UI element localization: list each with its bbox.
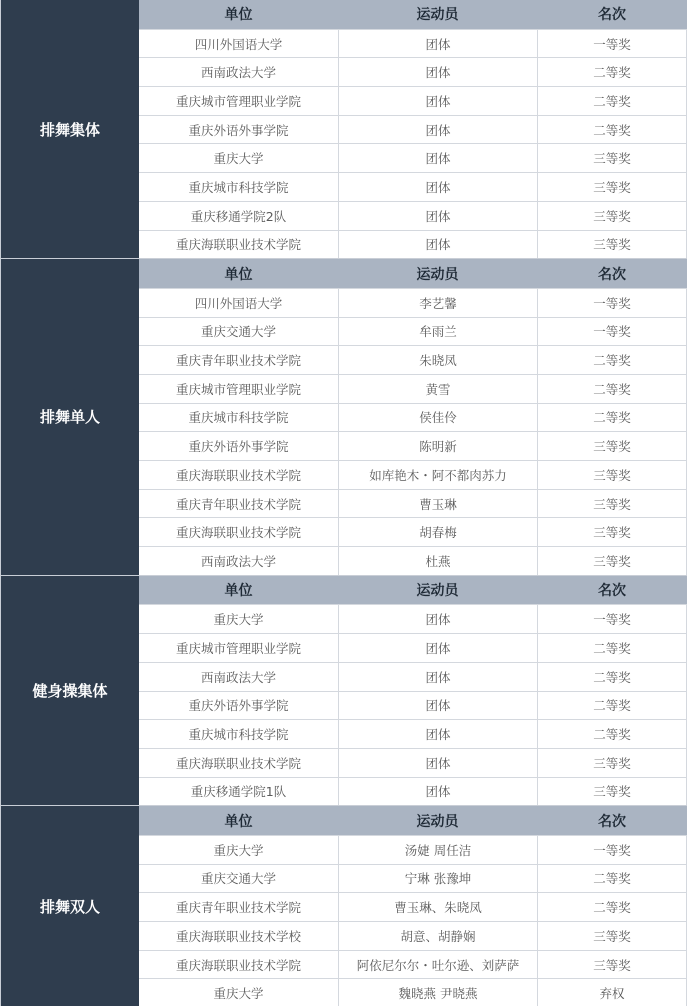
athlete-cell: 团体 [338, 202, 537, 230]
table-row [139, 143, 687, 172]
unit-cell: 重庆大学 [213, 151, 264, 167]
results-table [139, 0, 687, 258]
table-row [139, 604, 687, 633]
athlete-cell: 宁琳 张豫坤 [338, 865, 537, 893]
rank-cell: 三等奖 [537, 461, 687, 489]
unit-cell: 重庆外语外事学院 [188, 698, 289, 714]
unit-cell: 重庆城市管理职业学院 [175, 640, 301, 656]
unit-cell: 重庆城市科技学院 [188, 179, 289, 195]
table-row [139, 892, 687, 921]
athlete-cell: 团体 [338, 231, 537, 259]
table-row [139, 748, 687, 777]
category-section [1, 259, 687, 576]
table-header-row [139, 259, 687, 288]
unit-cell: 重庆大学 [213, 986, 264, 1002]
table-row [139, 29, 687, 58]
unit-cell: 西南政法大学 [200, 65, 276, 81]
rank-cell: 二等奖 [537, 116, 687, 144]
table-row [139, 172, 687, 201]
rank-cell: 三等奖 [537, 922, 687, 950]
athlete-cell: 团体 [338, 663, 537, 691]
table-row [139, 431, 687, 460]
table-row [139, 489, 687, 518]
rank-cell: 二等奖 [537, 375, 687, 403]
rank-cell: 三等奖 [537, 951, 687, 979]
athlete-cell: 朱晓凤 [338, 346, 537, 374]
rank-cell: 二等奖 [537, 634, 687, 662]
column-header-athlete: 运动员 [416, 266, 459, 283]
rank-cell: 三等奖 [537, 547, 687, 575]
rank-cell: 一等奖 [537, 836, 687, 864]
unit-cell: 重庆海联职业技术学校 [175, 928, 301, 944]
table-row [139, 57, 687, 86]
table-row [139, 777, 687, 806]
results-table [139, 806, 687, 1006]
rank-cell: 二等奖 [537, 663, 687, 691]
athlete-cell: 牟雨兰 [338, 318, 537, 346]
athlete-cell: 侯佳伶 [338, 404, 537, 432]
athlete-cell: 团体 [338, 30, 537, 58]
unit-cell: 重庆移通学院2队 [190, 208, 287, 224]
category-section [1, 806, 687, 1006]
unit-cell: 重庆外语外事学院 [188, 439, 289, 455]
rank-cell: 三等奖 [537, 231, 687, 259]
rank-cell: 三等奖 [537, 749, 687, 777]
athlete-cell: 团体 [338, 634, 537, 662]
category-label: 排舞双人 [1, 806, 139, 1006]
table-row [139, 230, 687, 259]
athlete-cell: 团体 [338, 692, 537, 720]
athlete-cell: 李艺馨 [338, 289, 537, 317]
unit-cell: 西南政法大学 [200, 669, 276, 685]
rank-cell: 二等奖 [537, 893, 687, 921]
table-row [139, 719, 687, 748]
table-row [139, 546, 687, 575]
table-header-row [139, 576, 687, 605]
athlete-cell: 团体 [338, 173, 537, 201]
rank-cell: 三等奖 [537, 173, 687, 201]
athlete-cell: 曹玉琳、朱晓凤 [338, 893, 537, 921]
rank-cell: 弃权 [537, 979, 687, 1006]
athlete-cell: 黄雪 [338, 375, 537, 403]
category-section [1, 576, 687, 807]
rank-cell: 三等奖 [537, 490, 687, 518]
table-row [139, 691, 687, 720]
results-table [139, 259, 687, 575]
athlete-cell: 杜燕 [338, 547, 537, 575]
unit-cell: 重庆移通学院1队 [190, 784, 287, 800]
column-header-athlete: 运动员 [416, 7, 459, 24]
category-label: 健身操集体 [1, 576, 139, 806]
rank-cell: 二等奖 [537, 720, 687, 748]
rank-cell: 一等奖 [537, 318, 687, 346]
column-header-rank: 名次 [598, 266, 626, 283]
column-header-rank: 名次 [598, 813, 626, 830]
athlete-cell: 陈明新 [338, 432, 537, 460]
table-row [139, 201, 687, 230]
table-row [139, 374, 687, 403]
unit-cell: 重庆城市管理职业学院 [175, 93, 301, 109]
table-row [139, 460, 687, 489]
unit-cell: 重庆海联职业技术学院 [175, 237, 301, 253]
unit-cell: 西南政法大学 [200, 553, 276, 569]
athlete-cell: 团体 [338, 749, 537, 777]
column-header-unit: 单位 [224, 813, 253, 830]
table-row [139, 835, 687, 864]
rank-cell: 二等奖 [537, 404, 687, 432]
unit-cell: 四川外国语大学 [194, 295, 283, 311]
table-row [139, 317, 687, 346]
column-header-unit: 单位 [224, 7, 253, 24]
athlete-cell: 胡意、胡静娴 [338, 922, 537, 950]
unit-cell: 重庆青年职业技术学院 [175, 496, 301, 512]
results-table [139, 576, 687, 806]
table-row [139, 978, 687, 1006]
unit-cell: 重庆海联职业技术学院 [175, 467, 301, 483]
unit-cell: 重庆交通大学 [200, 871, 276, 887]
athlete-cell: 团体 [338, 87, 537, 115]
table-header-row [139, 0, 687, 29]
unit-cell: 重庆海联职业技术学院 [175, 755, 301, 771]
rank-cell: 二等奖 [537, 87, 687, 115]
rank-cell: 一等奖 [537, 605, 687, 633]
unit-cell: 四川外国语大学 [194, 36, 283, 52]
athlete-cell: 团体 [338, 778, 537, 806]
table-row [139, 864, 687, 893]
unit-cell: 重庆大学 [213, 842, 264, 858]
unit-cell: 重庆海联职业技术学院 [175, 957, 301, 973]
column-header-unit: 单位 [224, 583, 253, 600]
table-row [139, 115, 687, 144]
athlete-cell: 团体 [338, 116, 537, 144]
rank-cell: 三等奖 [537, 144, 687, 172]
athlete-cell: 胡春梅 [338, 518, 537, 546]
column-header-rank: 名次 [598, 7, 626, 24]
table-row [139, 950, 687, 979]
category-label: 排舞集体 [1, 0, 139, 258]
athlete-cell: 团体 [338, 605, 537, 633]
rank-cell: 一等奖 [537, 30, 687, 58]
unit-cell: 重庆外语外事学院 [188, 122, 289, 138]
table-header-row [139, 806, 687, 835]
table-row [139, 403, 687, 432]
column-header-rank: 名次 [598, 583, 626, 600]
athlete-cell: 曹玉琳 [338, 490, 537, 518]
category-label: 排舞单人 [1, 259, 139, 575]
athlete-cell: 如库艳木・阿不都肉苏力 [338, 461, 537, 489]
column-header-athlete: 运动员 [416, 813, 459, 830]
rank-cell: 二等奖 [537, 692, 687, 720]
athlete-cell: 团体 [338, 58, 537, 86]
athlete-cell: 阿依尼尔尔・吐尔逊、刘萨萨 [338, 951, 537, 979]
table-row [139, 633, 687, 662]
table-row [139, 517, 687, 546]
athlete-cell: 团体 [338, 720, 537, 748]
column-header-athlete: 运动员 [416, 583, 459, 600]
unit-cell: 重庆大学 [213, 612, 264, 628]
rank-cell: 二等奖 [537, 865, 687, 893]
unit-cell: 重庆城市科技学院 [188, 727, 289, 743]
unit-cell: 重庆青年职业技术学院 [175, 353, 301, 369]
rank-cell: 二等奖 [537, 58, 687, 86]
category-section [1, 0, 687, 259]
table-row [139, 86, 687, 115]
table-row [139, 345, 687, 374]
unit-cell: 重庆交通大学 [200, 324, 276, 340]
table-row [139, 662, 687, 691]
rank-cell: 三等奖 [537, 432, 687, 460]
rank-cell: 三等奖 [537, 518, 687, 546]
athlete-cell: 团体 [338, 144, 537, 172]
unit-cell: 重庆城市管理职业学院 [175, 381, 301, 397]
unit-cell: 重庆城市科技学院 [188, 410, 289, 426]
unit-cell: 重庆海联职业技术学院 [175, 525, 301, 541]
table-row [139, 288, 687, 317]
rank-cell: 一等奖 [537, 289, 687, 317]
rank-cell: 二等奖 [537, 346, 687, 374]
rank-cell: 三等奖 [537, 202, 687, 230]
unit-cell: 重庆青年职业技术学院 [175, 900, 301, 916]
athlete-cell: 汤婕 周任洁 [338, 836, 537, 864]
athlete-cell: 魏晓燕 尹晓燕 [338, 979, 537, 1006]
column-header-unit: 单位 [224, 266, 253, 283]
rank-cell: 三等奖 [537, 778, 687, 806]
table-row [139, 921, 687, 950]
